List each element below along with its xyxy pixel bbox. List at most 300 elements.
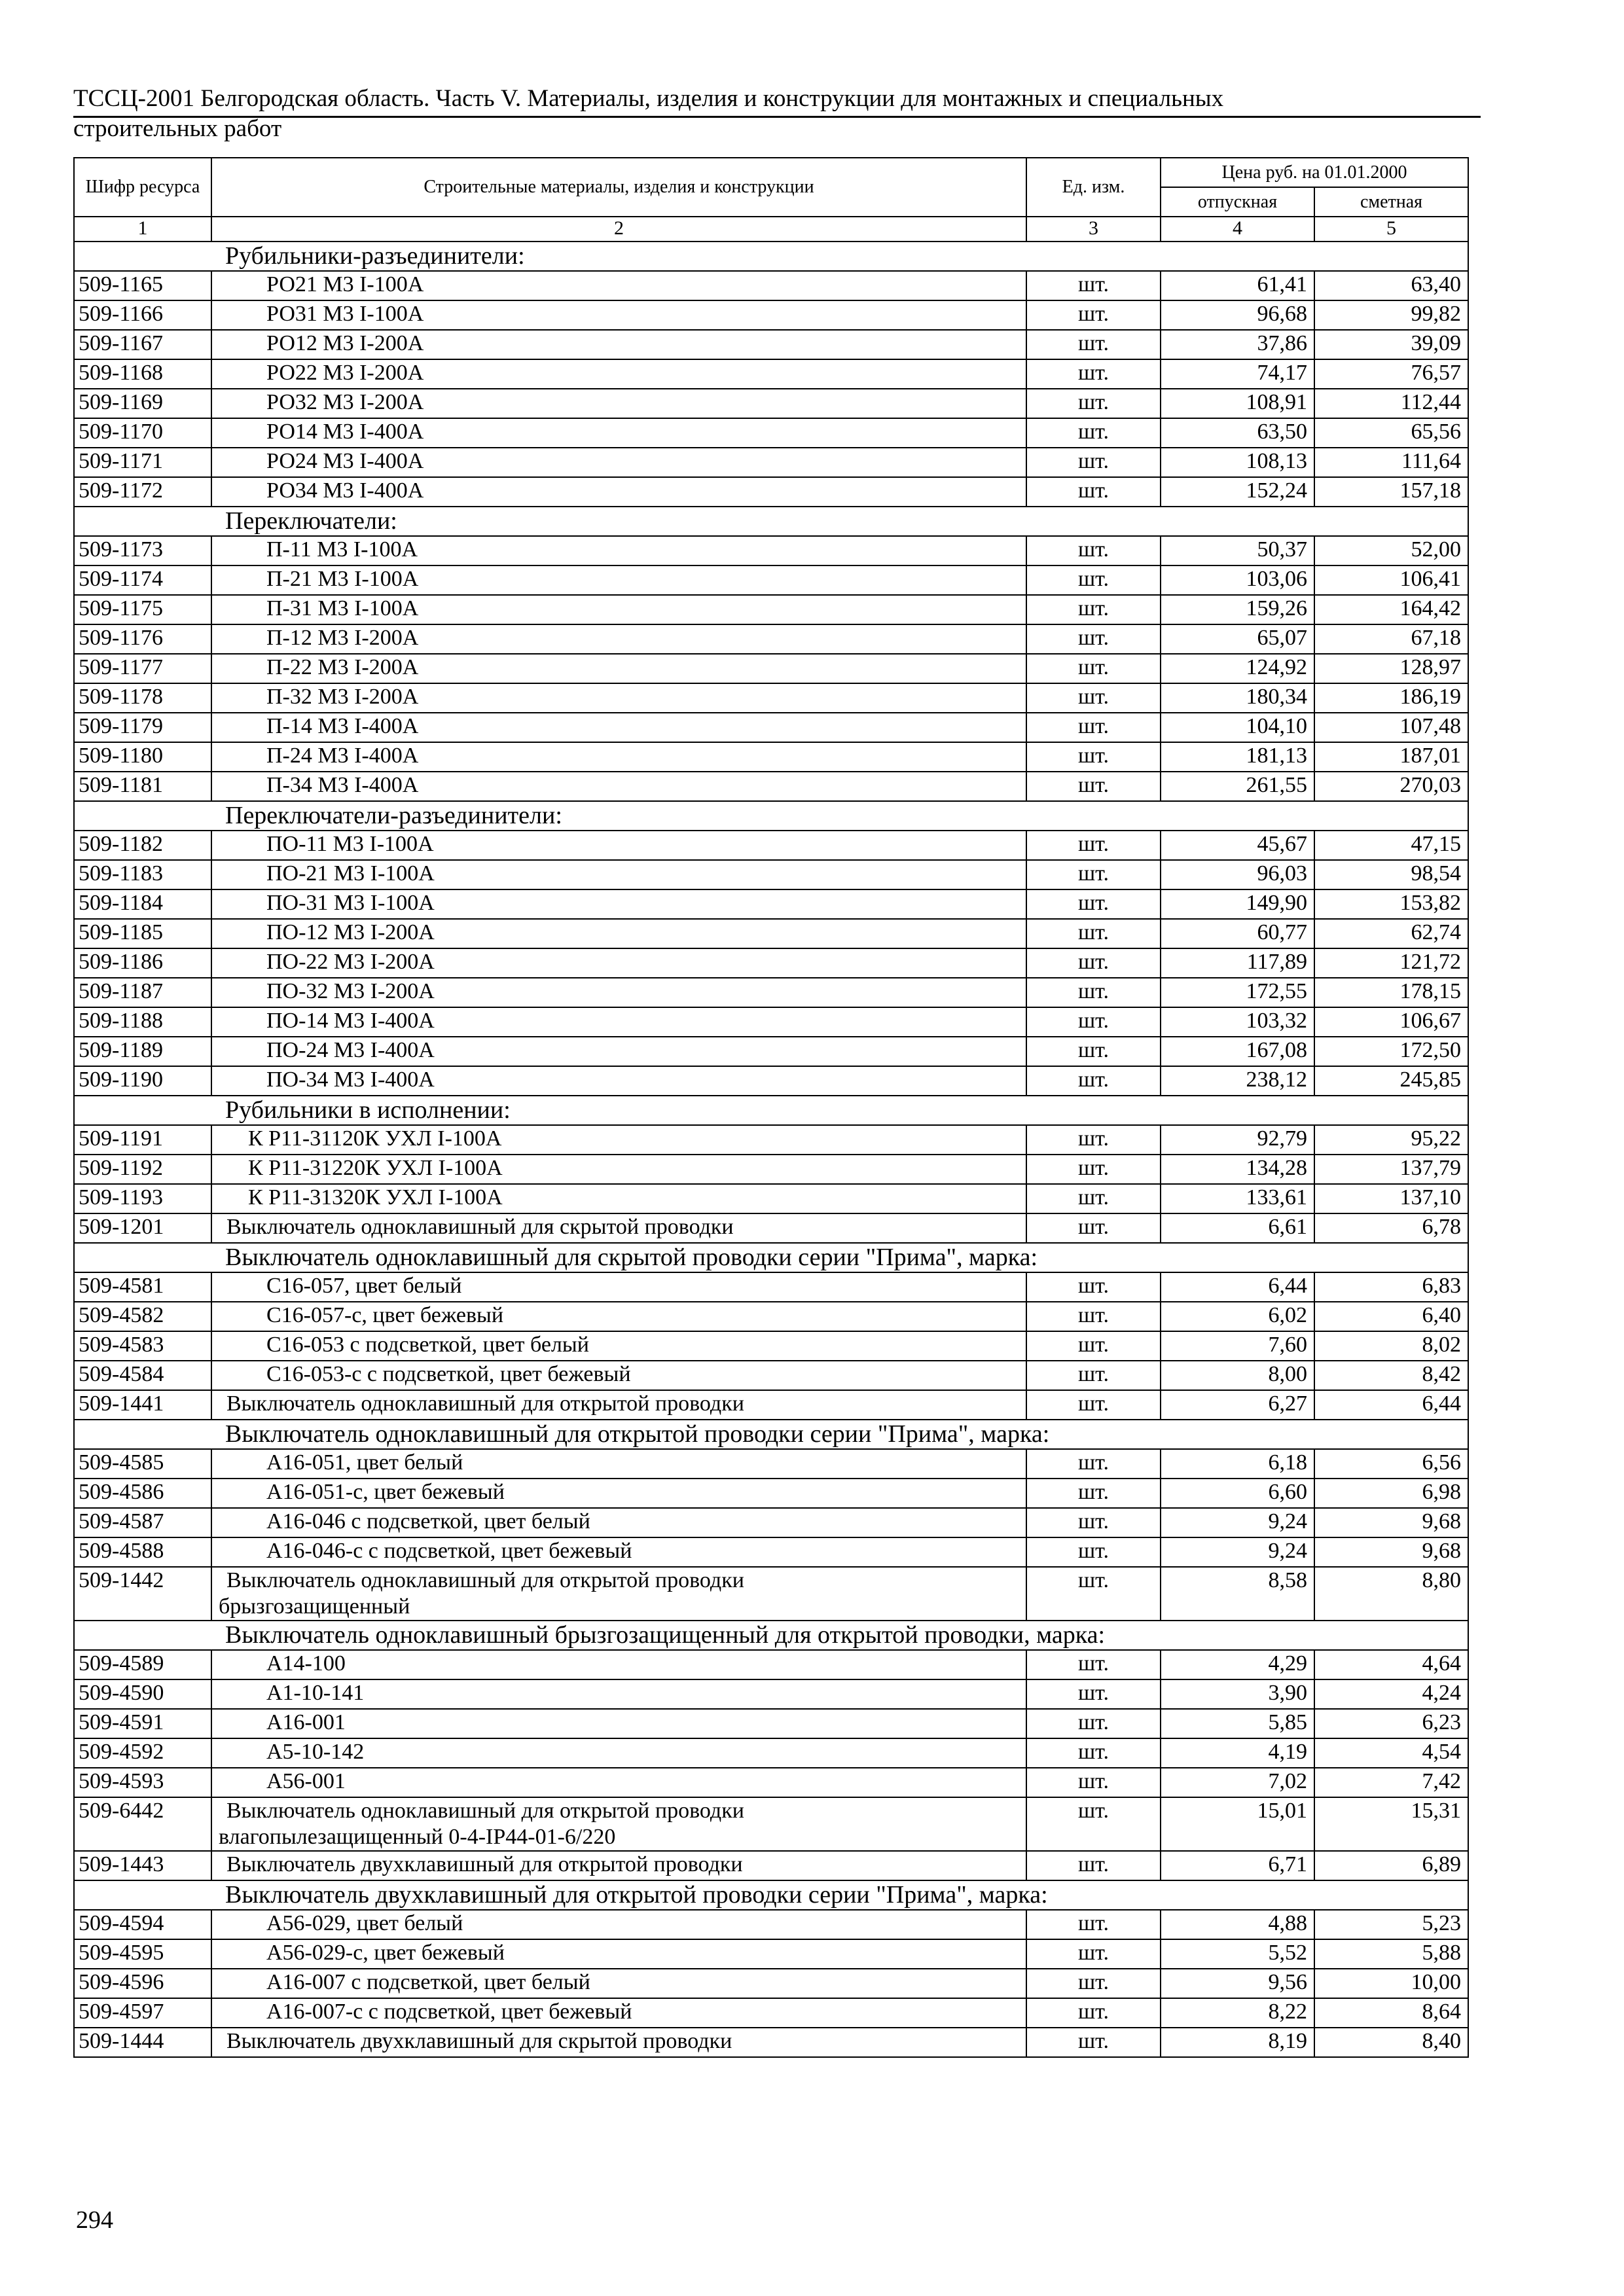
cell-code: 509-4587 <box>74 1508 211 1537</box>
table-row <box>74 418 1468 448</box>
table-row <box>74 1213 1468 1243</box>
table-row <box>74 1331 1468 1361</box>
cell-price-release: 7,60 <box>1161 1331 1314 1361</box>
cell-price-estimate: 8,40 <box>1314 2028 1468 2057</box>
cell-name: К Р11-31120К УХЛ I-100А <box>211 1125 1026 1155</box>
cell-unit: шт. <box>1026 1331 1161 1361</box>
cell-code: 509-1189 <box>74 1037 211 1066</box>
cell-price-estimate: 9,68 <box>1314 1508 1468 1537</box>
table-row <box>74 477 1468 507</box>
cell-price-estimate: 270,03 <box>1314 772 1468 801</box>
cell-price-estimate: 6,56 <box>1314 1449 1468 1479</box>
cell-price-release: 96,03 <box>1161 860 1314 889</box>
cell-code: 509-4592 <box>74 1738 211 1768</box>
header-line-2: строительных работ <box>73 115 282 142</box>
cell-price-release: 238,12 <box>1161 1066 1314 1096</box>
cell-name: Выключатель одноклавишный для открытой проводки <box>211 1390 1026 1420</box>
cell-name: П-34 М3 I-400А <box>211 772 1026 801</box>
cell-price-estimate: 9,68 <box>1314 1537 1468 1567</box>
cell-price-release: 74,17 <box>1161 359 1314 389</box>
cell-unit: шт. <box>1026 1851 1161 1880</box>
cell-unit: шт. <box>1026 1768 1161 1797</box>
cell-unit: шт. <box>1026 536 1161 565</box>
table-row <box>74 1797 1468 1851</box>
header-divider <box>73 116 1481 118</box>
table-row <box>74 889 1468 919</box>
cell-unit: шт. <box>1026 1998 1161 2028</box>
cell-price-release: 6,60 <box>1161 1479 1314 1508</box>
table-row <box>74 1650 1468 1679</box>
cell-name: А16-007 с подсветкой, цвет белый <box>211 1969 1026 1998</box>
table-row <box>74 1125 1468 1155</box>
cell-price-estimate: 111,64 <box>1314 448 1468 477</box>
cell-unit: шт. <box>1026 654 1161 683</box>
cell-price-estimate: 245,85 <box>1314 1066 1468 1096</box>
header-line-1: ТССЦ-2001 Белгородская область. Часть V. Материалы, изделия и конструкции для монтажных и специальных <box>73 85 1224 112</box>
cell-price-release: 117,89 <box>1161 948 1314 978</box>
table-row <box>74 1738 1468 1768</box>
cell-code: 509-4586 <box>74 1479 211 1508</box>
cell-price-estimate: 112,44 <box>1314 389 1468 418</box>
cell-name: ПО-11 М3 I-100А <box>211 831 1026 860</box>
cell-name-line-1: Выключатель одноклавишный для открытой проводки <box>226 1799 744 1823</box>
cell-unit: шт. <box>1026 889 1161 919</box>
cell-price-estimate: 65,56 <box>1314 418 1468 448</box>
cell-unit: шт. <box>1026 1184 1161 1213</box>
table-row <box>74 595 1468 624</box>
cell-price-release: 5,85 <box>1161 1709 1314 1738</box>
cell-code: 509-1171 <box>74 448 211 477</box>
cell-code: 509-1192 <box>74 1155 211 1184</box>
cell-unit: шт. <box>1026 1709 1161 1738</box>
cell-name: ПО-34 М3 I-400А <box>211 1066 1026 1096</box>
cell-unit: шт. <box>1026 418 1161 448</box>
section-row <box>74 801 1468 831</box>
table-body <box>74 242 1468 2057</box>
cell-code: 509-1174 <box>74 565 211 595</box>
cell-price-release: 61,41 <box>1161 271 1314 300</box>
cell-code: 509-1444 <box>74 2028 211 2057</box>
cell-price-release: 60,77 <box>1161 919 1314 948</box>
table-row <box>74 1851 1468 1880</box>
cell-name: РО12 М3 I-200А <box>211 330 1026 359</box>
cell-price-estimate: 99,82 <box>1314 300 1468 330</box>
cell-name: А16-051, цвет белый <box>211 1449 1026 1479</box>
cell-price-release: 104,10 <box>1161 713 1314 742</box>
cell-price-estimate: 4,24 <box>1314 1679 1468 1709</box>
table-row <box>74 389 1468 418</box>
cell-price-estimate: 98,54 <box>1314 860 1468 889</box>
cell-name: РО31 М3 I-100А <box>211 300 1026 330</box>
cell-unit: шт. <box>1026 1537 1161 1567</box>
cell-name: К Р11-31320К УХЛ I-100А <box>211 1184 1026 1213</box>
cell-name: РО14 М3 I-400А <box>211 418 1026 448</box>
table-row <box>74 1449 1468 1479</box>
cell-name: С16-057, цвет белый <box>211 1272 1026 1302</box>
cell-price-release: 15,01 <box>1161 1797 1314 1851</box>
cell-unit: шт. <box>1026 1567 1161 1621</box>
cell-name: ПО-12 М3 I-200А <box>211 919 1026 948</box>
table-row <box>74 300 1468 330</box>
column-header-name: Строительные материалы, изделия и конструкции <box>211 158 1026 217</box>
cell-unit: шт. <box>1026 595 1161 624</box>
cell-unit: шт. <box>1026 1213 1161 1243</box>
cell-price-estimate: 5,88 <box>1314 1939 1468 1969</box>
cell-code: 509-4583 <box>74 1331 211 1361</box>
cell-code: 509-1187 <box>74 978 211 1007</box>
cell-code: 509-4597 <box>74 1998 211 2028</box>
cell-name: А16-046-с с подсветкой, цвет бежевый <box>211 1537 1026 1567</box>
cell-price-estimate: 107,48 <box>1314 713 1468 742</box>
cell-code: 509-1170 <box>74 418 211 448</box>
cell-unit: шт. <box>1026 919 1161 948</box>
cell-price-estimate: 5,23 <box>1314 1910 1468 1939</box>
cell-code: 509-6442 <box>74 1797 211 1851</box>
cell-name: Выключатель одноклавишный для скрытой проводки <box>211 1213 1026 1243</box>
cell-name: А16-046 с подсветкой, цвет белый <box>211 1508 1026 1537</box>
cell-name: Выключатель двухклавишный для скрытой проводки <box>211 2028 1026 2057</box>
cell-code: 509-1193 <box>74 1184 211 1213</box>
cell-unit: шт. <box>1026 978 1161 1007</box>
cell-price-release: 8,58 <box>1161 1567 1314 1621</box>
column-header-code: Шифр ресурса <box>74 158 211 217</box>
cell-code: 509-4585 <box>74 1449 211 1479</box>
column-number-2: 2 <box>211 217 1026 242</box>
cell-code: 509-1179 <box>74 713 211 742</box>
cell-unit: шт. <box>1026 713 1161 742</box>
cell-name: А56-029-с, цвет бежевый <box>211 1939 1026 1969</box>
cell-code: 509-4588 <box>74 1537 211 1567</box>
cell-price-release: 8,19 <box>1161 2028 1314 2057</box>
cell-unit: шт. <box>1026 1679 1161 1709</box>
column-header-price-estimate: сметная <box>1314 187 1468 217</box>
cell-price-release: 6,71 <box>1161 1851 1314 1880</box>
column-number-5: 5 <box>1314 217 1468 242</box>
cell-price-release: 261,55 <box>1161 772 1314 801</box>
price-table-container <box>73 157 1468 2058</box>
section-title: Выключатель одноклавишный для открытой проводки серии "Прима", марка: <box>74 1420 1468 1449</box>
cell-code: 509-4593 <box>74 1768 211 1797</box>
cell-price-estimate: 172,50 <box>1314 1037 1468 1066</box>
cell-price-release: 152,24 <box>1161 477 1314 507</box>
cell-name: РО24 М3 I-400А <box>211 448 1026 477</box>
cell-code: 509-1165 <box>74 271 211 300</box>
section-title: Переключатели-разъединители: <box>74 801 1468 831</box>
cell-code: 509-1443 <box>74 1851 211 1880</box>
cell-name: П-22 М3 I-200А <box>211 654 1026 683</box>
table-row <box>74 1479 1468 1508</box>
cell-name: ПО-21 М3 I-100А <box>211 860 1026 889</box>
cell-price-estimate: 137,79 <box>1314 1155 1468 1184</box>
cell-name: ПО-14 М3 I-400А <box>211 1007 1026 1037</box>
section-title: Выключатель одноклавишный для скрытой проводки серии "Прима", марка: <box>74 1243 1468 1272</box>
table-row <box>74 1939 1468 1969</box>
cell-price-estimate: 6,83 <box>1314 1272 1468 1302</box>
cell-code: 509-4581 <box>74 1272 211 1302</box>
cell-name: С16-053 с подсветкой, цвет белый <box>211 1331 1026 1361</box>
table-row <box>74 1768 1468 1797</box>
cell-price-release: 124,92 <box>1161 654 1314 683</box>
cell-name: П-14 М3 I-400А <box>211 713 1026 742</box>
cell-code: 509-1185 <box>74 919 211 948</box>
cell-price-estimate: 15,31 <box>1314 1797 1468 1851</box>
table-row <box>74 1508 1468 1537</box>
section-row <box>74 507 1468 536</box>
table-row <box>74 1272 1468 1302</box>
cell-code: 509-1181 <box>74 772 211 801</box>
table-row <box>74 1066 1468 1096</box>
cell-price-estimate: 106,41 <box>1314 565 1468 595</box>
cell-code: 509-1190 <box>74 1066 211 1096</box>
cell-price-release: 108,13 <box>1161 448 1314 477</box>
section-title: Рубильники в исполнении: <box>74 1096 1468 1125</box>
cell-price-estimate: 52,00 <box>1314 536 1468 565</box>
cell-price-estimate: 128,97 <box>1314 654 1468 683</box>
cell-unit: шт. <box>1026 1066 1161 1096</box>
cell-price-estimate: 7,42 <box>1314 1768 1468 1797</box>
cell-name: ПО-22 М3 I-200А <box>211 948 1026 978</box>
cell-code: 509-4595 <box>74 1939 211 1969</box>
cell-name: А56-029, цвет белый <box>211 1910 1026 1939</box>
table-row <box>74 1390 1468 1420</box>
table-row <box>74 919 1468 948</box>
cell-price-estimate: 6,78 <box>1314 1213 1468 1243</box>
table-row <box>74 1007 1468 1037</box>
cell-unit: шт. <box>1026 1738 1161 1768</box>
table-row <box>74 713 1468 742</box>
cell-price-release: 4,19 <box>1161 1738 1314 1768</box>
cell-price-estimate: 137,10 <box>1314 1184 1468 1213</box>
cell-price-estimate: 6,89 <box>1314 1851 1468 1880</box>
column-header-unit: Ед. изм. <box>1026 158 1161 217</box>
cell-unit: шт. <box>1026 565 1161 595</box>
cell-name: А14-100 <box>211 1650 1026 1679</box>
cell-code: 509-1175 <box>74 595 211 624</box>
cell-price-release: 3,90 <box>1161 1679 1314 1709</box>
cell-price-release: 133,61 <box>1161 1184 1314 1213</box>
cell-price-release: 172,55 <box>1161 978 1314 1007</box>
cell-name: РО34 М3 I-400А <box>211 477 1026 507</box>
cell-price-estimate: 6,40 <box>1314 1302 1468 1331</box>
cell-price-release: 9,24 <box>1161 1508 1314 1537</box>
table-row <box>74 330 1468 359</box>
cell-price-estimate: 4,54 <box>1314 1738 1468 1768</box>
cell-price-release: 4,29 <box>1161 1650 1314 1679</box>
column-number-3: 3 <box>1026 217 1161 242</box>
cell-name-line-2: влагопылезащищенный 0-4-IP44-01-6/220 <box>219 1825 616 1849</box>
cell-code: 509-4590 <box>74 1679 211 1709</box>
cell-unit: шт. <box>1026 1155 1161 1184</box>
cell-price-release: 103,32 <box>1161 1007 1314 1037</box>
column-header-price-release: отпускная <box>1161 187 1314 217</box>
section-row <box>74 1096 1468 1125</box>
page-header <box>73 84 1481 144</box>
cell-name <box>211 1797 1026 1851</box>
cell-name: А16-001 <box>211 1709 1026 1738</box>
cell-code: 509-1180 <box>74 742 211 772</box>
section-row <box>74 1621 1468 1650</box>
cell-price-estimate: 8,64 <box>1314 1998 1468 2028</box>
table-row <box>74 860 1468 889</box>
table-row <box>74 536 1468 565</box>
cell-price-estimate: 153,82 <box>1314 889 1468 919</box>
cell-price-release: 45,67 <box>1161 831 1314 860</box>
table-row <box>74 948 1468 978</box>
cell-price-release: 6,44 <box>1161 1272 1314 1302</box>
cell-name: П-12 М3 I-200А <box>211 624 1026 654</box>
cell-unit: шт. <box>1026 1037 1161 1066</box>
cell-price-release: 6,61 <box>1161 1213 1314 1243</box>
cell-code: 509-1186 <box>74 948 211 978</box>
cell-unit: шт. <box>1026 1650 1161 1679</box>
table-row <box>74 2028 1468 2057</box>
section-row <box>74 1243 1468 1272</box>
cell-name <box>211 1567 1026 1621</box>
cell-price-release: 65,07 <box>1161 624 1314 654</box>
section-title: Выключатель одноклавишный брызгозащищенный для открытой проводки, марка: <box>74 1621 1468 1650</box>
cell-unit: шт. <box>1026 300 1161 330</box>
cell-price-estimate: 8,02 <box>1314 1331 1468 1361</box>
cell-unit: шт. <box>1026 477 1161 507</box>
cell-unit: шт. <box>1026 448 1161 477</box>
cell-price-estimate: 6,98 <box>1314 1479 1468 1508</box>
cell-unit: шт. <box>1026 860 1161 889</box>
cell-unit: шт. <box>1026 359 1161 389</box>
table-row <box>74 1361 1468 1390</box>
cell-name: А56-001 <box>211 1768 1026 1797</box>
cell-code: 509-4589 <box>74 1650 211 1679</box>
cell-price-release: 6,18 <box>1161 1449 1314 1479</box>
cell-code: 509-1182 <box>74 831 211 860</box>
price-table <box>73 157 1469 2058</box>
cell-code: 509-1442 <box>74 1567 211 1621</box>
cell-code: 509-1168 <box>74 359 211 389</box>
table-row <box>74 978 1468 1007</box>
cell-price-release: 108,91 <box>1161 389 1314 418</box>
cell-unit: шт. <box>1026 948 1161 978</box>
cell-unit: шт. <box>1026 1007 1161 1037</box>
cell-unit: шт. <box>1026 1390 1161 1420</box>
cell-code: 509-1184 <box>74 889 211 919</box>
cell-name: С16-057-с, цвет бежевый <box>211 1302 1026 1331</box>
table-row <box>74 624 1468 654</box>
section-title: Выключатель двухклавишный для открытой проводки серии "Прима", марка: <box>74 1880 1468 1910</box>
cell-price-release: 167,08 <box>1161 1037 1314 1066</box>
cell-unit: шт. <box>1026 389 1161 418</box>
cell-price-release: 96,68 <box>1161 300 1314 330</box>
cell-name: П-31 М3 I-100А <box>211 595 1026 624</box>
cell-unit: шт. <box>1026 1272 1161 1302</box>
cell-name: Выключатель двухклавишный для открытой проводки <box>211 1851 1026 1880</box>
cell-unit: шт. <box>1026 742 1161 772</box>
table-row <box>74 1155 1468 1184</box>
cell-code: 509-4591 <box>74 1709 211 1738</box>
cell-code: 509-4584 <box>74 1361 211 1390</box>
cell-price-estimate: 178,15 <box>1314 978 1468 1007</box>
table-row <box>74 271 1468 300</box>
table-row <box>74 683 1468 713</box>
column-number-4: 4 <box>1161 217 1314 242</box>
section-title: Рубильники-разъединители: <box>74 242 1468 271</box>
cell-code: 509-1176 <box>74 624 211 654</box>
cell-code: 509-1169 <box>74 389 211 418</box>
cell-price-release: 6,27 <box>1161 1390 1314 1420</box>
cell-price-estimate: 8,80 <box>1314 1567 1468 1621</box>
section-row <box>74 242 1468 271</box>
cell-price-release: 5,52 <box>1161 1939 1314 1969</box>
cell-price-release: 134,28 <box>1161 1155 1314 1184</box>
cell-price-release: 8,00 <box>1161 1361 1314 1390</box>
cell-unit: шт. <box>1026 1939 1161 1969</box>
table-row <box>74 1037 1468 1066</box>
cell-name: ПО-24 М3 I-400А <box>211 1037 1026 1066</box>
cell-unit: шт. <box>1026 831 1161 860</box>
table-row <box>74 654 1468 683</box>
column-number-1: 1 <box>74 217 211 242</box>
cell-name: П-11 М3 I-100А <box>211 536 1026 565</box>
cell-price-estimate: 95,22 <box>1314 1125 1468 1155</box>
table-row <box>74 1302 1468 1331</box>
cell-name: П-32 М3 I-200А <box>211 683 1026 713</box>
table-row <box>74 359 1468 389</box>
cell-code: 509-1188 <box>74 1007 211 1037</box>
table-row <box>74 565 1468 595</box>
cell-price-release: 159,26 <box>1161 595 1314 624</box>
cell-price-estimate: 39,09 <box>1314 330 1468 359</box>
table-row <box>74 1969 1468 1998</box>
cell-unit: шт. <box>1026 1125 1161 1155</box>
cell-unit: шт. <box>1026 2028 1161 2057</box>
section-row <box>74 1880 1468 1910</box>
cell-code: 509-1172 <box>74 477 211 507</box>
cell-code: 509-1177 <box>74 654 211 683</box>
table-row <box>74 1709 1468 1738</box>
cell-code: 509-1183 <box>74 860 211 889</box>
cell-price-release: 180,34 <box>1161 683 1314 713</box>
cell-price-estimate: 8,42 <box>1314 1361 1468 1390</box>
cell-price-estimate: 121,72 <box>1314 948 1468 978</box>
cell-price-estimate: 76,57 <box>1314 359 1468 389</box>
cell-unit: шт. <box>1026 1969 1161 1998</box>
cell-name: РО21 М3 I-100А <box>211 271 1026 300</box>
table-row <box>74 1998 1468 2028</box>
cell-code: 509-1166 <box>74 300 211 330</box>
cell-unit: шт. <box>1026 1449 1161 1479</box>
cell-code: 509-4594 <box>74 1910 211 1939</box>
cell-unit: шт. <box>1026 683 1161 713</box>
cell-code: 509-1201 <box>74 1213 211 1243</box>
cell-price-estimate: 106,67 <box>1314 1007 1468 1037</box>
table-row <box>74 1679 1468 1709</box>
cell-code: 509-4582 <box>74 1302 211 1331</box>
cell-name: ПО-31 М3 I-100А <box>211 889 1026 919</box>
cell-price-estimate: 164,42 <box>1314 595 1468 624</box>
section-title: Переключатели: <box>74 507 1468 536</box>
cell-unit: шт. <box>1026 1479 1161 1508</box>
cell-code: 509-1173 <box>74 536 211 565</box>
cell-name: А1-10-141 <box>211 1679 1026 1709</box>
cell-name: ПО-32 М3 I-200А <box>211 978 1026 1007</box>
cell-price-estimate: 62,74 <box>1314 919 1468 948</box>
cell-price-estimate: 157,18 <box>1314 477 1468 507</box>
cell-price-release: 4,88 <box>1161 1910 1314 1939</box>
cell-unit: шт. <box>1026 1910 1161 1939</box>
cell-name: А16-007-с с подсветкой, цвет бежевый <box>211 1998 1026 2028</box>
cell-price-estimate: 6,44 <box>1314 1390 1468 1420</box>
cell-name: П-21 М3 I-100А <box>211 565 1026 595</box>
cell-name: К Р11-31220К УХЛ I-100А <box>211 1155 1026 1184</box>
page-number: 294 <box>76 2206 113 2234</box>
